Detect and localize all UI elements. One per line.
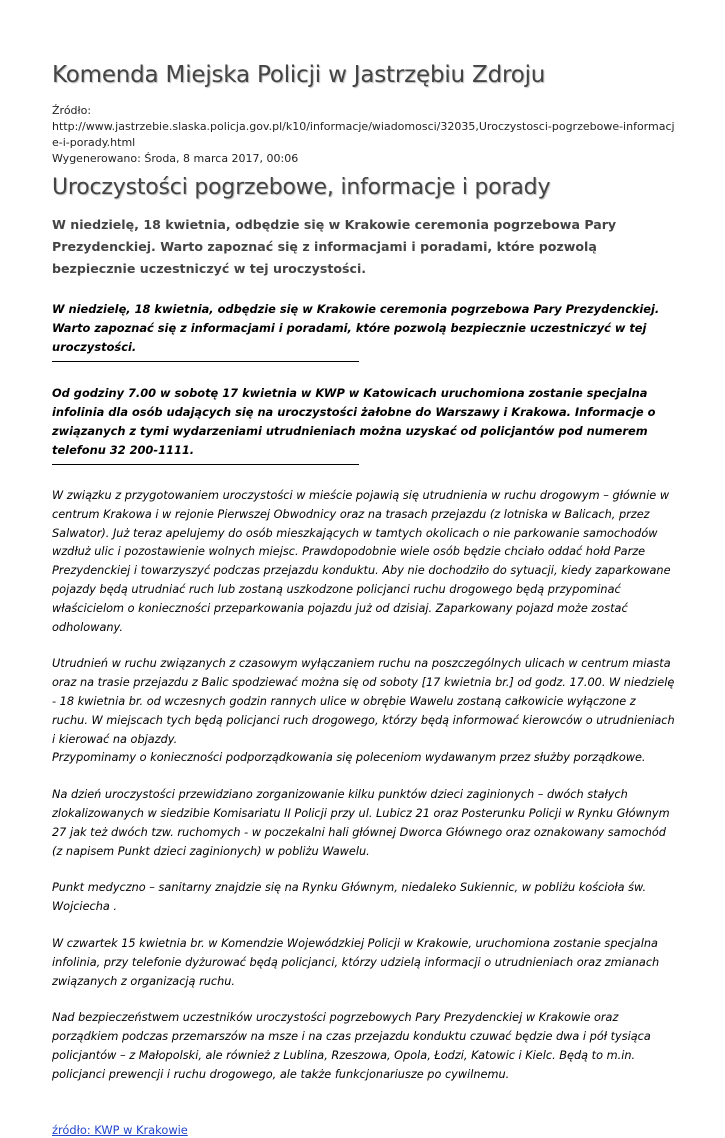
divider	[52, 464, 359, 465]
body-paragraph-traffic: W związku z przygotowaniem uroczystości w mieście pojawią się utrudnienia w ruchu drogowym – głównie w centrum Krakowa i w rejonie Pierwszej Obwodnicy oraz na trasach przejazdu (z lotniska w Balicach, przez Salwator). Już teraz apelujemy do osób mieszkających w tamtych okolicach o nie parkowanie samochodów wzdłuż ulic i pozostawienie wolnych miejsc. Prawdopodobnie wiele osób będzie chciało oddać hołd Parze Prezydenckiej i towarzyszyć podczas przejazdu konduktu. Aby nie dochodziło do sytuacji, kiedy zaparkowane pojazdy będą utrudniać ruch lub zostaną uszkodzone policjanci ruchu drogowego będą przypominać właścicielom o konieczności przeparkowania pojazdu już od dzisiaj. Zaparkowany pojazd może zostać odholowany.	[52, 489, 671, 634]
hotline-notice: Od godziny 7.00 w sobotę 17 kwietnia w KWP w Katowicach uruchomiona zostanie specjalna infolinia dla osób udających się na uroczystości żałobne do Warszawy i Krakowa. Informacje o związanych z tymi wydarzeniami utrudnieniach można uzyskać od policjantów pod numerem telefonu 32 200-1111.	[52, 386, 656, 457]
article-title: Uroczystości pogrzebowe, informacje i porady	[52, 175, 551, 200]
body-paragraph-medical: Punkt medyczno – sanitarny znajdzie się na Rynku Głównym, niedaleko Sukiennic, w pobliżu kościoła św. Wojciecha .	[52, 881, 647, 914]
source-url: http://www.jastrzebie.slaska.policja.gov.pl/k10/informacje/wiadomosci/32035,Uroczystosci-pogrzebowe-informacje-i-porady.html	[52, 120, 675, 149]
generated-date: Wygenerowano: Środa, 8 marca 2017, 00:06	[52, 152, 299, 165]
source-label: Źródło:	[52, 104, 92, 117]
article-intro: W niedzielę, 18 kwietnia, odbędzie się w Krakowie ceremonia pogrzebowa Pary Prezydenckiej. Warto zapoznać się z informacjami i poradami, które pozwolą bezpiecznie uczestniczyć w tej uroczystości.	[52, 302, 660, 354]
source-link[interactable]: źródło: KWP w Krakowie	[52, 1122, 188, 1137]
article-lead: W niedzielę, 18 kwietnia, odbędzie się w Krakowie ceremonia pogrzebowa Pary Prezydenckiej. Warto zapoznać się z informacjami i poradami, które pozwolą bezpiecznie uczestniczyć w tej uroczystości.	[52, 217, 617, 276]
divider	[52, 361, 359, 362]
body-paragraph-infoline: W czwartek 15 kwietnia br. w Komendzie Wojewódzkiej Policji w Krakowie, uruchomiona zostanie specjalna infolinia, przy telefonie dyżurować będą policjanci, którzy udzielą informacji o utrudnieniach oraz zmianach związanych z organizacją ruchu.	[52, 936, 660, 988]
site-title: Komenda Miejska Policji w Jastrzębiu Zdroju	[52, 62, 546, 88]
document-meta	[52, 103, 675, 167]
body-paragraph-lost-children: Na dzień uroczystości przewidziano zorganizowanie kilku punktów dzieci zaginionych – dwóch stałych zlokalizowanych w siedzibie Komisariatu II Policji przy ul. Lubicz 21 oraz Posterunku Policji w Rynku Głównym 27 jak też dwóch tzw. ruchomych - w poczekalni hali głównej Dworca Głównego oraz oznakowany samochód (z napisem Punkt dzieci zaginionych) w pobliżu Wawelu.	[52, 788, 670, 858]
body-paragraph-closures: Utrudnień w ruchu związanych z czasowym wyłączaniem ruchu na poszczególnych ulicach w centrum miasta oraz na trasie przejazdu z Balic spodziewać można się od soboty [17 kwietnia br.] od godz. 17.00. W niedzielę - 18 kwietnia br. od wczesnych godzin rannych ulice w obrębie Wawelu zostaną całkowicie wyłączone z ruchu. W miejscach tych będą policjanci ruch drogowego, którzy będą informować kierowców o utrudnieniach i kierować na objazdy. Przypominamy o konieczności podporządkowania się poleceniom wydawanym przez służby porządkowe.	[52, 657, 675, 765]
body-paragraph-security: Nad bezpieczeństwem uczestników uroczystości pogrzebowych Pary Prezydenckiej w Krakowie oraz porządkiem podczas przemarszów na msze i na czas przejazdu konduktu czuwać będzie dwa i pół tysiąca policjantów – z Małopolski, ale również z Lublina, Rzeszowa, Opola, Łodzi, Katowic i Kielc. Będą to m.in. policjanci prewencji i ruchu drogowego, ale także funkcjonariusze po cywilnemu.	[52, 1011, 651, 1081]
